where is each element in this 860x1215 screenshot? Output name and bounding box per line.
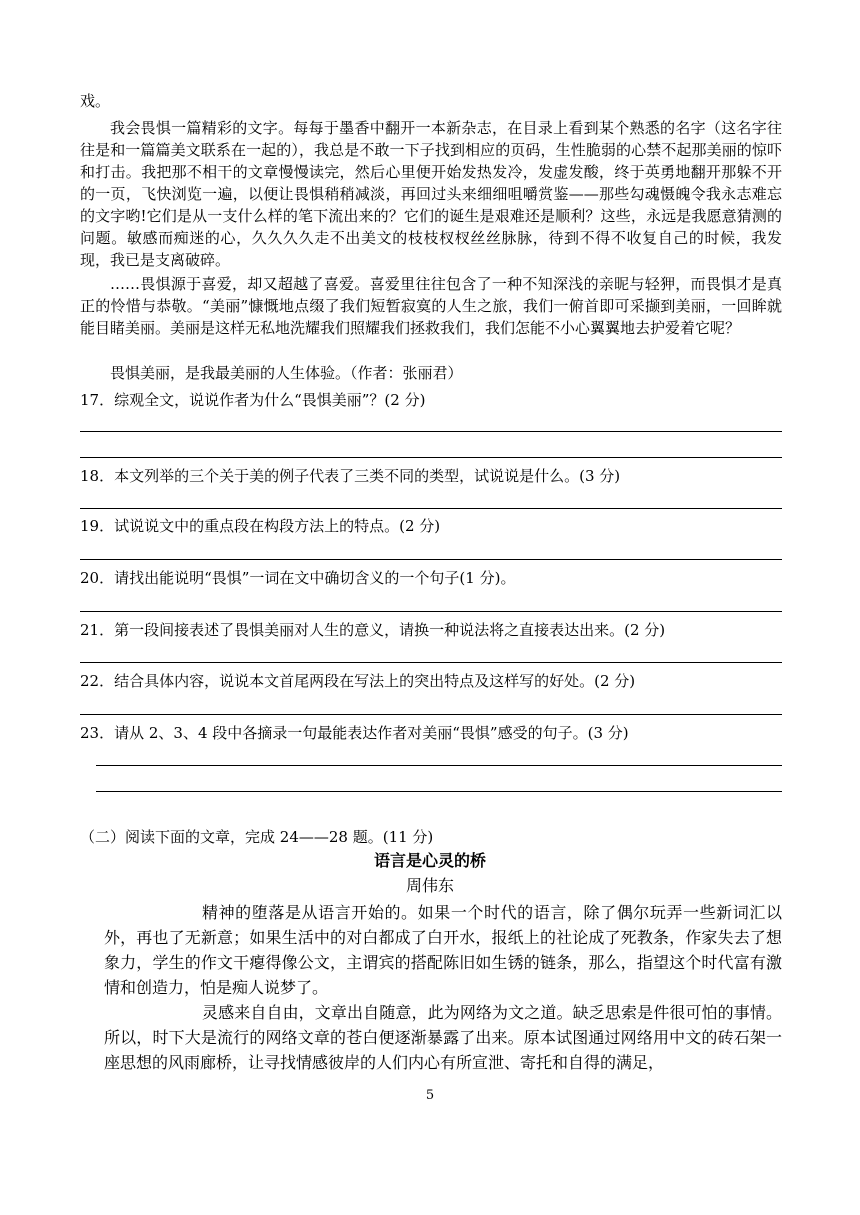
page-number: 5 [425,1088,435,1103]
answer-line [80,611,782,612]
answer-line [80,662,782,663]
question-19: 19．试说说文中的重点段在构段方法上的特点。(2 分) [80,517,441,535]
answer-line [96,765,782,766]
passage-paragraph-2: 我会畏惧一篇精彩的文字。每每于墨香中翻开一本新杂志，在目录上看到某个熟悉的名字（这名字往往是和一篇篇美文联系在一起的），我总是不敢一下子找到相应的页码，生性脆弱的心禁不起那美丽的惊吓和打击。我把那不相干的文章慢慢读完，然后心里便开始发热发冷，发虚发酸，终于英勇地翻开那躲不开的一页，飞快浏览一遍，以便让畏惧稍稍减淡，再回过头来细细咀嚼赏鉴——那些勾魂慑魄令我永志难忘的文字哟!它们是从一支什么样的笔下流出来的？它们的诞生是艰难还是顺利？这些，永远是我愿意猜测的问题。敏感而痴迷的心，久久久久走不出美文的枝枝杈杈丝丝脉脉，待到不得不收复自己的时候，我发现，我已是支离破碎。 [80,119,782,269]
passage-closing: 畏惧美丽，是我最美丽的人生体验。（作者：张丽君） [110,364,463,382]
question-23: 23．请从 2、3、4 段中各摘录一句最能表达作者对美丽“畏惧”感受的句子。(3 分) [80,724,629,742]
article-author: 周伟东 [405,876,454,895]
question-20: 20．请找出能说明“畏惧”一词在文中确切含义的一个句子(1 分)。 [80,569,516,587]
question-18: 18．本文列举的三个关于美的例子代表了三类不同的类型，试说说是什么。(3 分) [80,467,621,485]
question-17: 17．综观全文，说说作者为什么“畏惧美丽”？(2 分) [80,391,426,409]
passage-paragraph-3: ……畏惧源于喜爱，却又超越了喜爱。喜爱里往往包含了一种不知深浅的亲昵与轻狎，而畏惧才是真正的怜惜与恭敬。“美丽”慷慨地点缀了我们短暂寂寞的人生之旅，我们一俯首即可采撷到美丽，一回眸就能目睹美丽。美丽是这样无私地洗耀我们照耀我们拯救我们，我们怎能不小心翼翼地去护爱着它呢？ [80,275,782,337]
section-two-intro: （二）阅读下面的文章，完成 24——28 题。(11 分) [80,828,434,846]
answer-line [80,559,782,560]
question-22: 22．结合具体内容，说说本文首尾两段在写法上的突出特点及这样写的好处。(2 分) [80,672,636,690]
article-paragraph-2: 灵感来自自由，文章出自随意，此为网络为文之道。缺乏思索是件很可怕的事情。所以，时下大是流行的网络文章的苍白便逐渐暴露了出来。原本试图通过网络用中文的砖石架一座思想的风雨廊桥，让寻找情感彼岸的人们内心有所宣泄、寄托和自得的满足， [104,1003,782,1072]
answer-line [80,431,782,432]
answer-line [96,791,782,792]
article-paragraph-1: 精神的堕落是从语言开始的。如果一个时代的语言，除了偶尔玩弄一些新词汇以外，再也了无新意；如果生活中的对白都成了白开水，报纸上的社论成了死教条，作家失去了想象力，学生的作文干瘪得像公文，主谓宾的搭配陈旧如生锈的链条，那么，指望这个时代富有激情和创造力，怕是痴人说梦了。 [104,903,782,997]
answer-line [80,457,782,458]
answer-line [80,714,782,715]
article-title: 语言是心灵的桥 [373,851,486,870]
answer-line [80,508,782,509]
passage-fragment: 戏。 [80,92,111,110]
question-21: 21．第一段间接表述了畏惧美丽对人生的意义，请换一种说法将之直接表达出来。(2 分) [80,621,666,639]
